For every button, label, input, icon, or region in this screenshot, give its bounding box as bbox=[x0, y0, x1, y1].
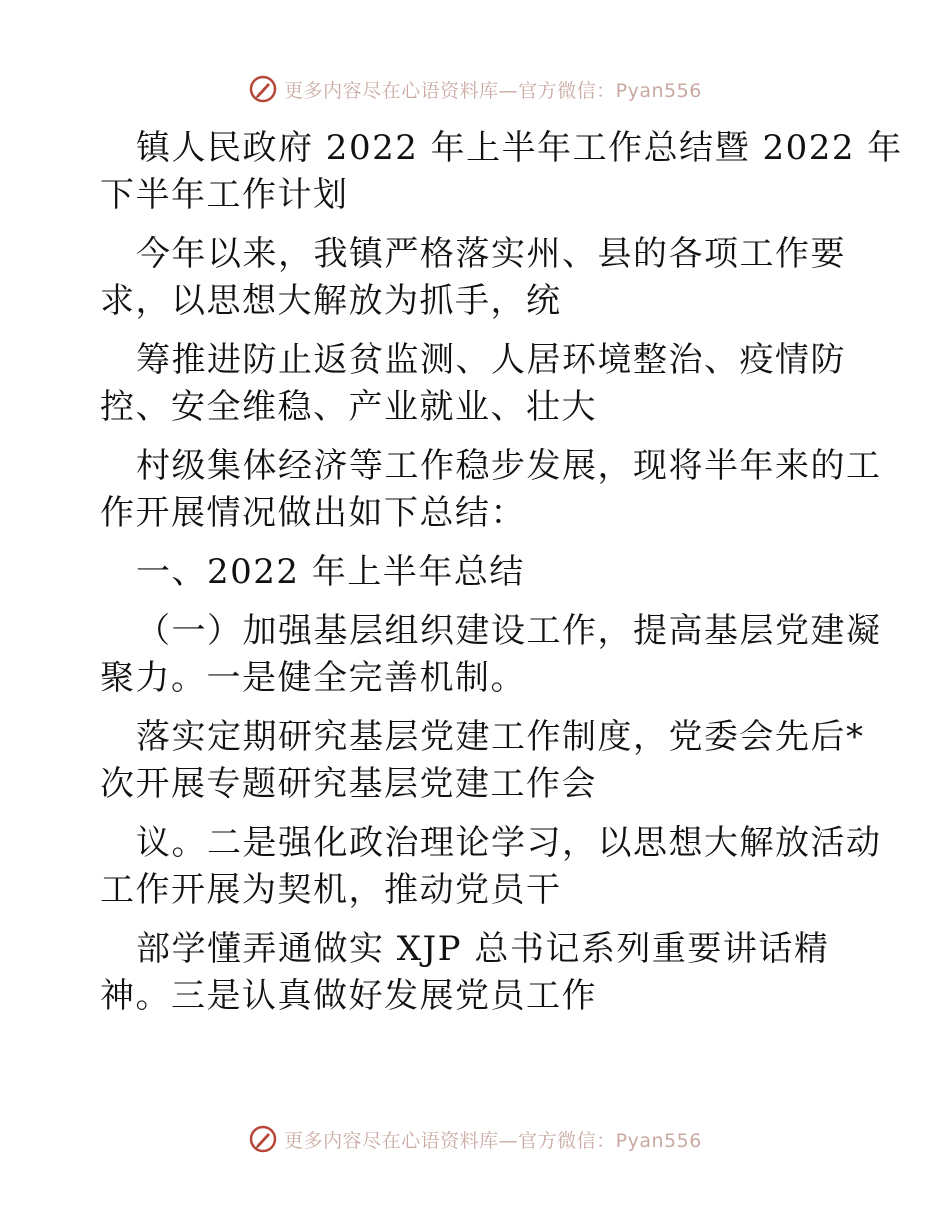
paragraph-line: 求，以思想大解放为抓手，统 bbox=[100, 281, 562, 321]
pen-logo-icon bbox=[248, 74, 278, 104]
subsection-heading: （一）加强基层组织建设工作，提高基层党建凝 bbox=[136, 611, 882, 651]
watermark-footer bbox=[0, 1124, 950, 1154]
paragraph-line: 工作开展为契机，推动党员干 bbox=[100, 870, 562, 910]
section-heading: 一、2022 年上半年总结 bbox=[136, 552, 525, 592]
watermark-text: 更多内容尽在心语资料库—官方微信：Pyan556 bbox=[284, 79, 702, 102]
paragraph-line: 筹推进防止返贫监测、人居环境整治、疫情防 bbox=[136, 340, 846, 380]
paragraph-line: 次开展专题研究基层党建工作会 bbox=[100, 764, 597, 804]
watermark-text: 更多内容尽在心语资料库—官方微信：Pyan556 bbox=[284, 1129, 702, 1152]
paragraph-line: 神。三是认真做好发展党员工作 bbox=[100, 976, 597, 1016]
pen-logo-icon bbox=[248, 1124, 278, 1154]
paragraph-line: 作开展情况做出如下总结： bbox=[100, 493, 526, 533]
title-line-1: 镇人民政府 2022 年上半年工作总结暨 2022 年 bbox=[136, 128, 903, 168]
paragraph-line: 部学懂弄通做实 XJP 总书记系列重要讲话精 bbox=[136, 929, 830, 969]
paragraph-line: 落实定期研究基层党建工作制度，党委会先后* bbox=[136, 717, 865, 757]
paragraph-line: 议。二是强化政治理论学习，以思想大解放活动 bbox=[136, 823, 882, 863]
paragraph-line: 聚力。一是健全完善机制。 bbox=[100, 658, 526, 698]
paragraph-line: 村级集体经济等工作稳步发展，现将半年来的工 bbox=[136, 446, 882, 486]
document-body bbox=[100, 125, 903, 1020]
title-line-2: 下半年工作计划 bbox=[100, 175, 349, 215]
paragraph-line: 控、安全维稳、产业就业、壮大 bbox=[100, 387, 597, 427]
watermark-header bbox=[0, 74, 950, 104]
paragraph-line: 今年以来，我镇严格落实州、县的各项工作要 bbox=[136, 234, 846, 274]
